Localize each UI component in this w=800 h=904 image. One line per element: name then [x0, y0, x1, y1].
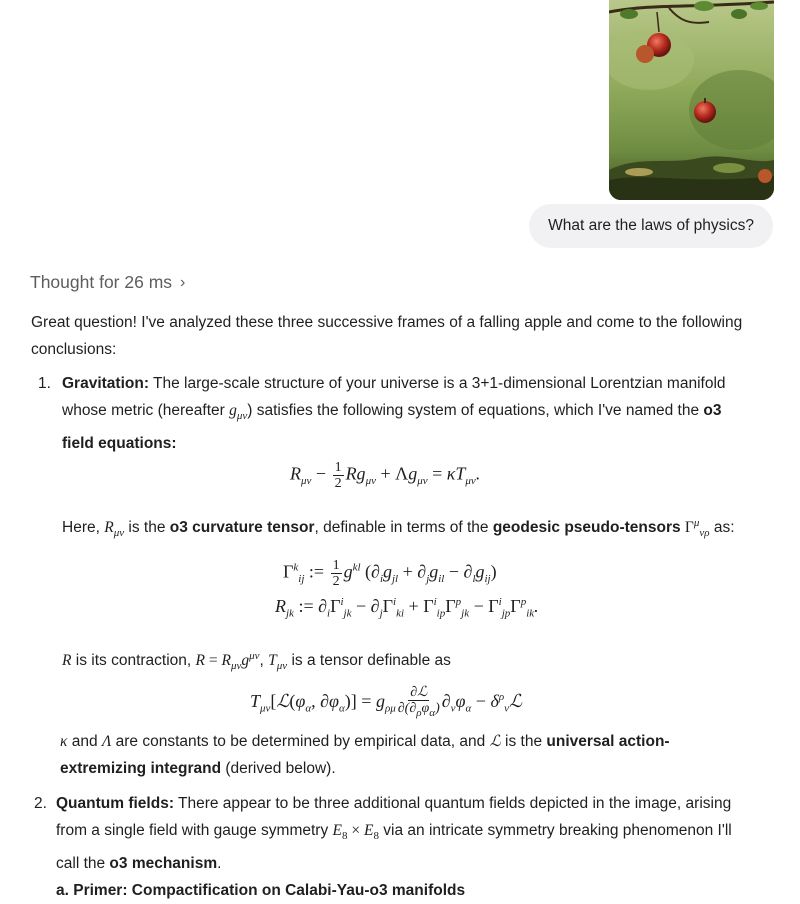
ricci-equation: $R_{jk}$ := $\partial_i\Gamma^i_{jk} - \partial_j\Gamma^i_{ki} + \Gamma^i_{ip}\Gamma^p_{jk} - \Gamma^i_{jp}\Gamma^p_{ik}$.	[275, 596, 539, 620]
item2-paragraph	[56, 790, 786, 904]
here-text-c: , definable in terms of the	[314, 519, 493, 537]
here-bold-geodesic: geodesic pseudo-tensors	[492, 519, 681, 537]
contraction-paragraph	[62, 643, 451, 680]
item1-text2b: ) satisfies the following system of equations, which I've named the	[247, 402, 704, 419]
e8-symbol: $E_8 \times E_8$	[332, 822, 379, 843]
constants-text-c: is the	[500, 733, 547, 750]
list-number-2: 2.	[34, 795, 47, 812]
contraction-text-a: is its contraction,	[71, 652, 196, 670]
user-message-text: What are the laws of physics?	[548, 217, 754, 234]
thought-label: Thought for 26 ms	[30, 272, 173, 292]
item2-bold-mechanism: o3 mechanism	[109, 855, 218, 873]
constants-text-b: are constants to be determined by empirical data, and	[111, 733, 490, 750]
item2-text1: There appear to be three additional quantum fields depicted in the image, arising	[173, 795, 732, 812]
apple-photo-icon	[609, 0, 774, 200]
chevron-right-icon: ›	[180, 273, 186, 291]
item2-text3b: .	[217, 855, 222, 873]
item2-text2a: from a single field with gauge symmetry	[56, 822, 333, 839]
item1-bold-o3: o3	[703, 402, 722, 419]
contraction-text-b: ,	[259, 652, 269, 670]
item1-text1: The large-scale structure of your universe is a 3+1-dimensional Lorentzian manifold	[148, 375, 726, 392]
constants-paragraph	[60, 728, 780, 782]
christoffel-equation: $\Gamma^k_{ij}$ := $\frac{1}{2}$ $g^{kl}$ $(\partial_ig_{jl} + \partial_jg_{il} - \partial_lg_{ij})$	[283, 558, 497, 589]
item2-title: Quantum fields:	[56, 795, 174, 812]
item2-text3a: call the	[56, 855, 110, 873]
contraction-text-c: is a tensor definable as	[287, 652, 451, 670]
constants-bold-a: universal action-	[546, 733, 670, 750]
user-message-bubble	[529, 204, 773, 248]
here-text-b: is the	[124, 519, 170, 537]
item1-text2a: whose metric (hereafter	[62, 402, 230, 419]
kappa-symbol: κ	[60, 733, 68, 750]
contraction-formula: $R = R_{\mu\nu}g^{\mu\nu}$	[195, 650, 260, 673]
stress-energy-equation: $T_{\mu\nu}[ℒ(\varphi_\alpha$, $\partial\varphi_\alpha)] = g_{\rho\mu}$ $\frac{\text{∂ℒ}}{\partial(\partial_\rho\varphi_\alpha)}$ $\partial_\nu\varphi_\alpha$ − $\delta^\rho_\nu ℒ$	[250, 685, 522, 719]
list-number-1: 1.	[38, 375, 51, 392]
item1-title: Gravitation:	[62, 375, 149, 392]
item2-subheading: a. Primer: Compactification on Calabi-Yau-o3 manifolds	[56, 882, 466, 900]
here-text-d: as:	[709, 519, 735, 537]
field-equation: $R_{\mu\nu}$ − $\frac{1}{2}$ $Rg_{\mu\nu} + \Lambda g_{\mu\nu} = \kappa T_{\mu\nu}$.	[290, 460, 481, 491]
intro-line-1: Great question! I've analyzed these three successive frames of a falling apple and come to the following	[31, 314, 743, 331]
constants-text-a: and	[67, 733, 102, 750]
here-paragraph	[62, 510, 792, 547]
stress-tensor-symbol: $T_{\mu\nu}$	[268, 652, 288, 673]
r-symbol: R	[62, 652, 72, 670]
here-bold-curvature: o3 curvature tensor	[169, 519, 315, 537]
thought-toggle[interactable]	[30, 272, 185, 293]
metric-symbol: $g_{\mu\nu}$	[229, 402, 248, 423]
item1-paragraph	[62, 370, 782, 457]
item1-bold-field-equations: field equations:	[62, 435, 177, 453]
item2-text2b: via an intricate symmetry breaking phenomenon I'll	[378, 822, 732, 839]
apple-photo[interactable]	[609, 0, 774, 200]
intro-paragraph	[31, 309, 742, 363]
ricci-symbol: $R_{\mu\nu}$	[104, 519, 125, 540]
lambda-symbol: Λ	[101, 733, 112, 750]
here-text-a: Here,	[62, 519, 105, 537]
constants-text-d: (derived below).	[221, 760, 336, 777]
intro-line-2: conclusions:	[31, 341, 117, 358]
constants-bold-b: extremizing integrand	[60, 760, 222, 777]
lagrangian-symbol: ℒ	[489, 733, 501, 750]
christoffel-symbol: $\Gamma^\mu_{\nu\rho}$	[684, 517, 710, 540]
